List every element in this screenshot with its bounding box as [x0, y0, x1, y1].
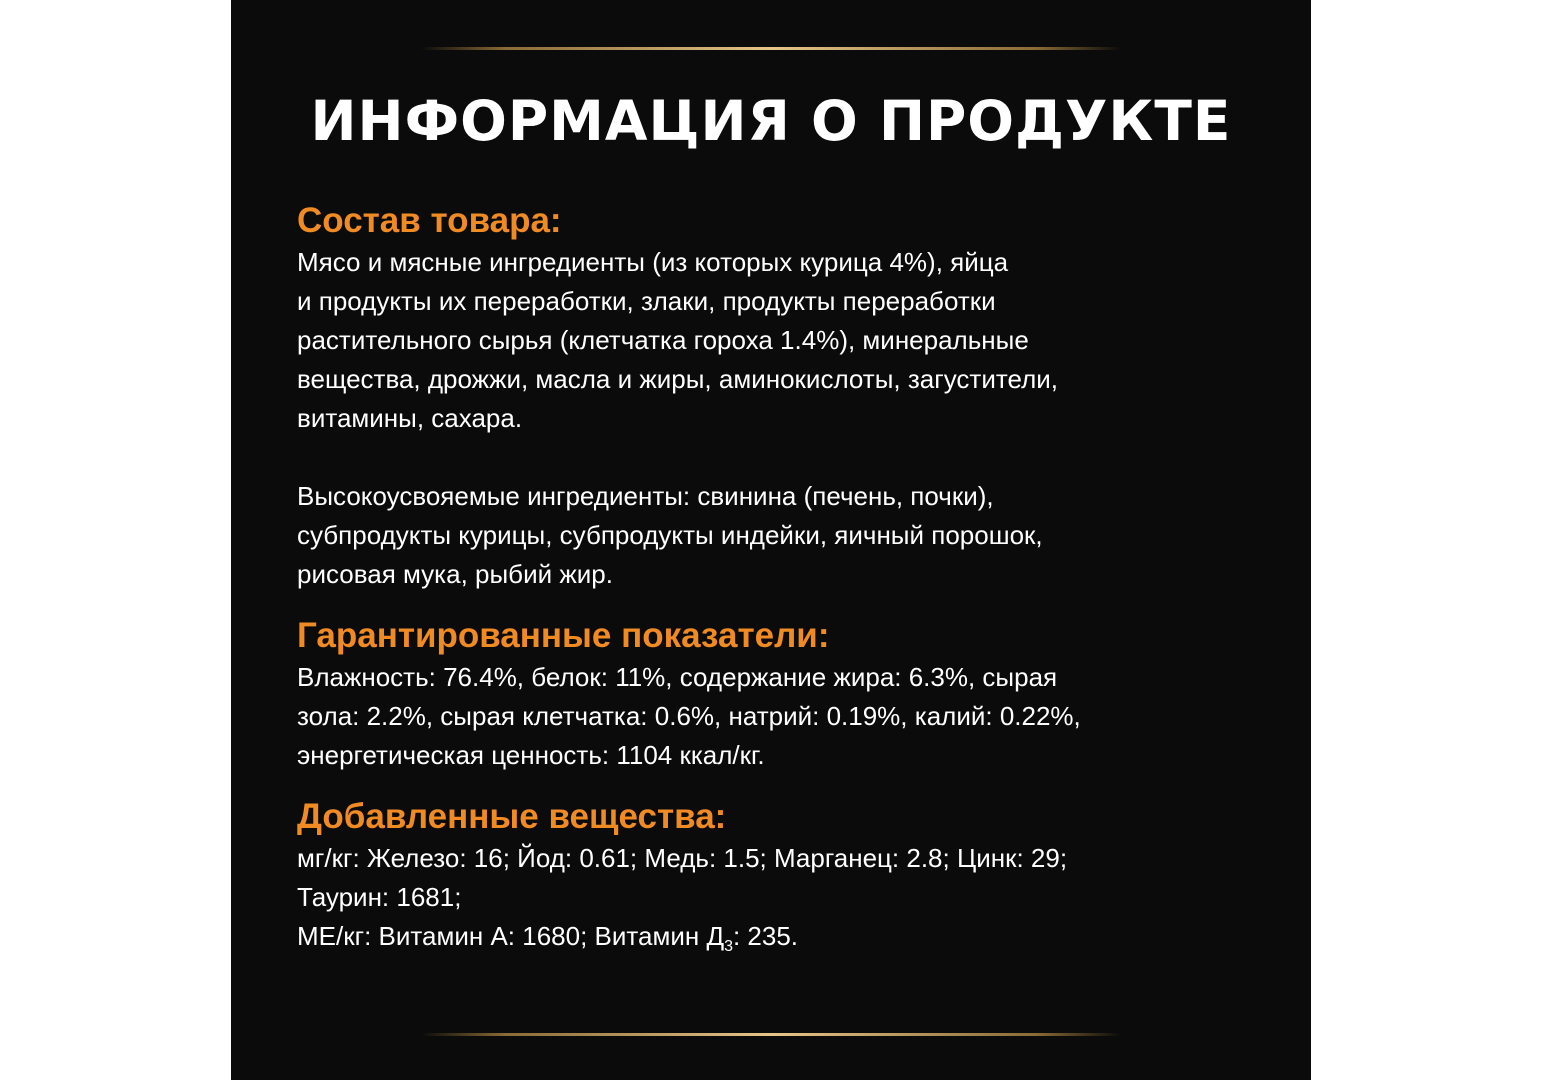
content-body: [297, 199, 1197, 956]
additives-paragraph: [297, 839, 1197, 956]
subscript-3: 3: [724, 938, 733, 955]
text-line: зола: 2.2%, сырая клетчатка: 0.6%, натрий: 0.19%, калий: 0.22%,: [297, 701, 1081, 731]
composition-heading: Состав товара:: [297, 201, 562, 240]
bottom-gold-divider: [421, 1033, 1121, 1036]
text-line: и продукты их переработки, злаки, продукты переработки: [297, 286, 996, 316]
text-line: энергетическая ценность: 1104 ккал/кг.: [297, 740, 765, 770]
text-line: Таурин: 1681;: [297, 882, 462, 912]
vitamin-text: МЕ/кг: Витамин А: 1680; Витамин Д: [297, 921, 725, 951]
text-line: растительного сырья (клетчатка гороха 1.4%), минеральные: [297, 325, 1029, 355]
text-line: Высокоусвояемые ингредиенты: свинина (печень, почки),: [297, 481, 994, 511]
composition-section: [297, 199, 1197, 594]
composition-paragraph-1: [297, 243, 1197, 438]
additives-section: [297, 795, 1197, 956]
product-info-panel: [231, 0, 1311, 1080]
guaranteed-section: [297, 614, 1197, 775]
text-line: мг/кг: Железо: 16; Йод: 0.61; Медь: 1.5; Марганец: 2.8; Цинк: 29;: [297, 843, 1068, 873]
vitamin-value: : 235.: [732, 921, 799, 951]
text-line: витамины, сахара.: [297, 403, 523, 433]
guaranteed-paragraph: [297, 658, 1197, 775]
text-line: рисовая мука, рыбий жир.: [297, 559, 613, 589]
additives-heading: Добавленные вещества:: [297, 797, 727, 836]
composition-paragraph-2: [297, 477, 1197, 594]
top-gold-divider: [421, 47, 1121, 50]
text-line: Влажность: 76.4%, белок: 11%, содержание жира: 6.3%, сырая: [297, 662, 1058, 692]
paragraph-gap: [297, 438, 1197, 477]
text-line: Мясо и мясные ингредиенты (из которых курица 4%), яйца: [297, 247, 1009, 277]
section-gap: [297, 775, 1197, 795]
text-line: субпродукты курицы, субпродукты индейки, яичный порошок,: [297, 520, 1043, 550]
text-line: вещества, дрожжи, масла и жиры, аминокислоты, загустители,: [297, 364, 1058, 394]
page-title: ИНФОРМАЦИЯ О ПРОДУКТЕ: [310, 89, 1232, 153]
section-gap: [297, 594, 1197, 614]
vitamin-line: [297, 917, 1197, 956]
guaranteed-heading: Гарантированные показатели:: [297, 616, 830, 655]
